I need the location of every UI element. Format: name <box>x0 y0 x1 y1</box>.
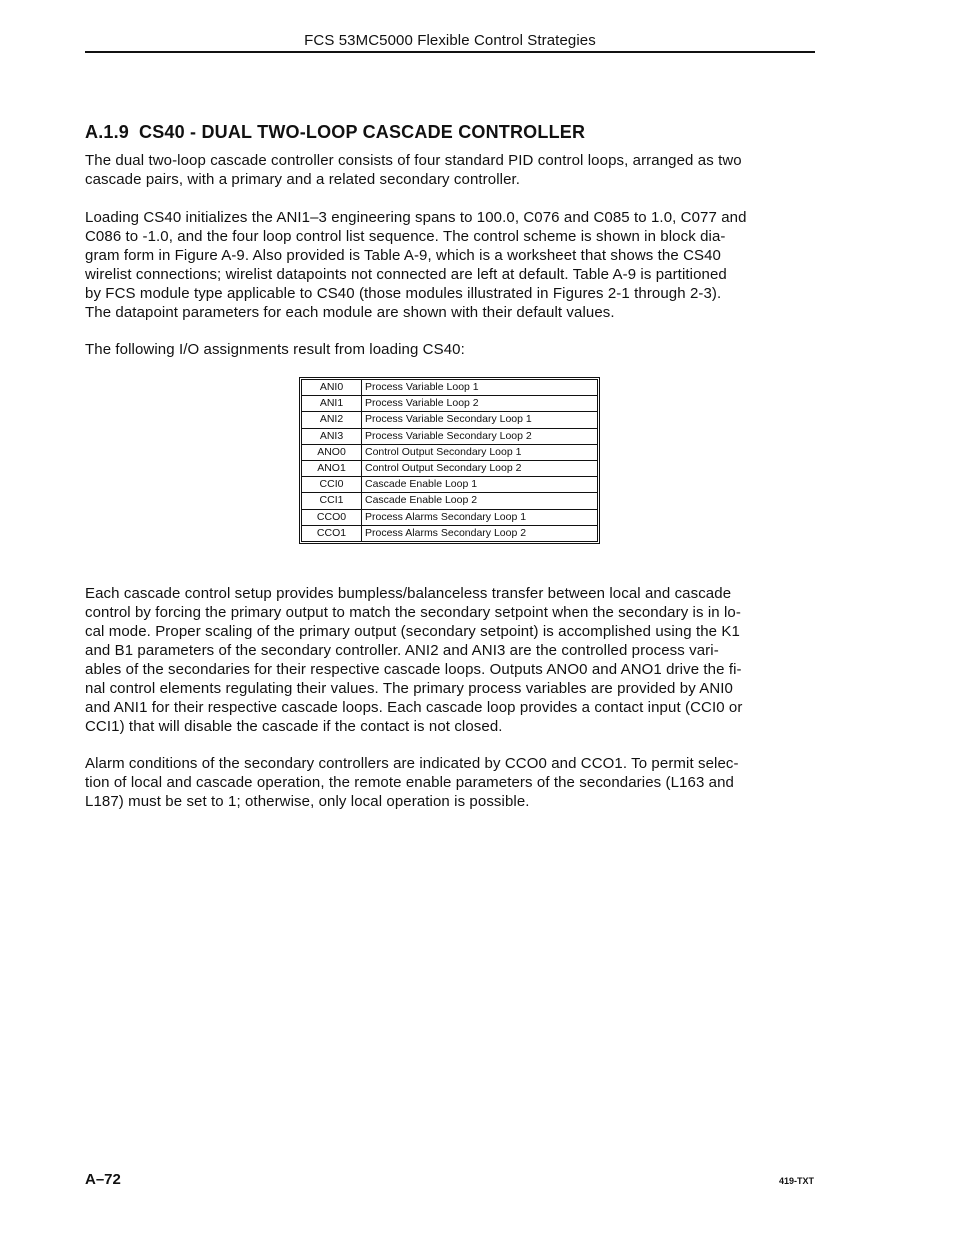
signal-cell: CCI1 <box>302 493 362 509</box>
text-line: by FCS module type applicable to CS40 (those modules illustrated in Figures 2-1 through 2-3). <box>85 285 722 302</box>
signal-cell: CCO0 <box>302 509 362 525</box>
text-line: Loading CS40 initializes the ANI1–3 engineering spans to 100.0, C076 and C085 to 1.0, C077 and <box>85 209 747 226</box>
signal-cell: CCI0 <box>302 477 362 493</box>
text-line: nal control elements regulating their values. The primary process variables are provided by ANI0 <box>85 680 733 697</box>
text-line: CCI1) that will disable the cascade if the contact is not closed. <box>85 718 503 735</box>
text-line: wirelist connections; wirelist datapoints not connected are left at default. Table A-9 is partitioned <box>85 266 727 283</box>
page-number: A–72 <box>85 1171 121 1188</box>
header-rule <box>85 51 815 53</box>
paragraph-intro <box>85 151 815 189</box>
description-cell: Cascade Enable Loop 1 <box>362 477 598 493</box>
description-cell: Control Output Secondary Loop 1 <box>362 444 598 460</box>
table-row <box>302 380 598 396</box>
paragraph-alarms <box>85 754 815 811</box>
signal-cell: ANO0 <box>302 444 362 460</box>
description-cell: Cascade Enable Loop 2 <box>362 493 598 509</box>
description-cell: Process Variable Loop 2 <box>362 396 598 412</box>
signal-cell: ANI0 <box>302 380 362 396</box>
paragraph-io-intro <box>85 340 815 359</box>
text-line: Alarm conditions of the secondary controllers are indicated by CCO0 and CCO1. To permit selec- <box>85 755 739 772</box>
signal-cell: ANI1 <box>302 396 362 412</box>
text-line: control by forcing the primary output to match the secondary setpoint when the secondary is in lo- <box>85 604 741 621</box>
text-line: L187) must be set to 1; otherwise, only local operation is possible. <box>85 793 530 810</box>
text-line: ables of the secondaries for their respective cascade loops. Outputs ANO0 and ANO1 drive the fi- <box>85 661 742 678</box>
text-line: tion of local and cascade operation, the remote enable parameters of the secondaries (L163 and <box>85 774 734 791</box>
text-line: cascade pairs, with a primary and a related secondary controller. <box>85 171 521 188</box>
description-cell: Process Alarms Secondary Loop 1 <box>362 509 598 525</box>
paragraph-loading <box>85 208 815 322</box>
text-line: gram form in Figure A-9. Also provided is Table A-9, which is a worksheet that shows the CS40 <box>85 247 721 264</box>
signal-cell: CCO1 <box>302 525 362 541</box>
paragraph-cascade-setup <box>85 584 815 736</box>
text-line: and ANI1 for their respective cascade loops. Each cascade loop provides a contact input (CCI0 or <box>85 699 743 716</box>
signal-cell: ANI2 <box>302 412 362 428</box>
table-row <box>302 477 598 493</box>
section-number: A.1.9 <box>85 122 130 142</box>
section-title: CS40 - DUAL TWO-LOOP CASCADE CONTROLLER <box>139 122 586 142</box>
text-line: The following I/O assignments result from loading CS40: <box>85 341 465 358</box>
table-row <box>302 444 598 460</box>
section-heading <box>85 122 585 143</box>
io-assignment-table <box>301 379 598 542</box>
table-row <box>302 509 598 525</box>
io-table-body <box>302 380 598 542</box>
text-line: and B1 parameters of the secondary controller. ANI2 and ANI3 are the controlled process vari- <box>85 642 719 659</box>
description-cell: Process Variable Secondary Loop 2 <box>362 428 598 444</box>
text-line: Each cascade control setup provides bumpless/balanceless transfer between local and cascade <box>85 585 732 602</box>
table-row <box>302 396 598 412</box>
table-row <box>302 525 598 541</box>
description-cell: Process Variable Secondary Loop 1 <box>362 412 598 428</box>
description-cell: Process Alarms Secondary Loop 2 <box>362 525 598 541</box>
text-line: The datapoint parameters for each module are shown with their default values. <box>85 304 615 321</box>
document-code: 419-TXT <box>778 1176 814 1186</box>
description-cell: Control Output Secondary Loop 2 <box>362 460 598 476</box>
text-line: The dual two-loop cascade controller consists of four standard PID control loops, arranged as two <box>85 152 742 169</box>
text-line: C086 to -1.0, and the four loop control list sequence. The control scheme is shown in block dia- <box>85 228 726 245</box>
table-row <box>302 412 598 428</box>
running-header-title: FCS 53MC5000 Flexible Control Strategies <box>304 32 596 49</box>
table-row <box>302 428 598 444</box>
signal-cell: ANI3 <box>302 428 362 444</box>
signal-cell: ANO1 <box>302 460 362 476</box>
text-line: cal mode. Proper scaling of the primary output (secondary setpoint) is accomplished using the K1 <box>85 623 740 640</box>
table-row <box>302 460 598 476</box>
description-cell: Process Variable Loop 1 <box>362 380 598 396</box>
table-row <box>302 493 598 509</box>
